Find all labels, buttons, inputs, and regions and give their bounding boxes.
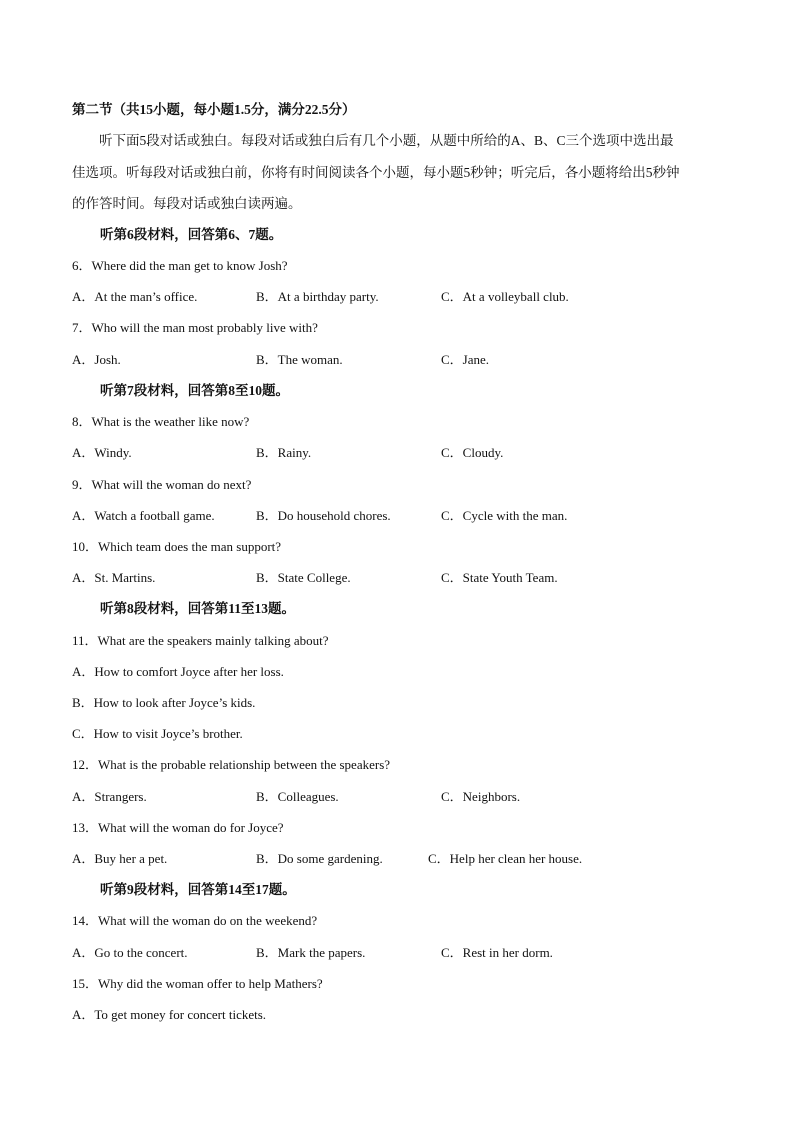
question-14-option-b: B．Mark the papers. bbox=[256, 945, 366, 960]
question-11-stem: 11．What are the speakers mainly talking about? bbox=[72, 633, 329, 648]
question-10-option-a: A．St. Martins. bbox=[72, 570, 156, 585]
question-7-option-b: B．The woman. bbox=[256, 352, 343, 367]
question-11-option-a: A．How to comfort Joyce after her loss. bbox=[72, 664, 284, 679]
group-heading-8: 听第8段材料，回答第11至13题。 bbox=[100, 601, 296, 616]
question-15-option-a: A．To get money for concert tickets. bbox=[72, 1007, 267, 1022]
question-9-option-b: B．Do household chores. bbox=[256, 508, 391, 523]
question-14-option-c: C．Rest in her dorm. bbox=[441, 945, 553, 960]
question-9-stem: 9．What will the woman do next? bbox=[72, 477, 252, 492]
intro-line-1: 听下面5段对话或独白。每段对话或独白后有几个小题，从题中所给的A、B、C三个选项中选出最 bbox=[72, 133, 674, 148]
question-13-option-c: C．Help her clean her house. bbox=[428, 851, 583, 866]
question-10-option-b: B．State College. bbox=[256, 570, 351, 585]
question-6-stem: 6．Where did the man get to know Josh? bbox=[72, 258, 288, 273]
question-12-option-c: C．Neighbors. bbox=[441, 789, 521, 804]
question-6-option-a: A．At the man’s office. bbox=[72, 289, 198, 304]
intro-line-3: 的作答时间。每段对话或独白读两遍。 bbox=[72, 196, 302, 211]
question-7-option-a: A．Josh. bbox=[72, 352, 121, 367]
question-7-stem: 7．Who will the man most probably live with? bbox=[72, 320, 318, 335]
section-header: 第二节（共15小题，每小题1.5分，满分22.5分） bbox=[72, 102, 356, 117]
question-8-option-a: A．Windy. bbox=[72, 445, 132, 460]
question-13-option-a: A．Buy her a pet. bbox=[72, 851, 168, 866]
question-6-option-b: B．At a birthday party. bbox=[256, 289, 379, 304]
question-10-stem: 10．Which team does the man support? bbox=[72, 539, 282, 554]
group-heading-9: 听第9段材料，回答第14至17题。 bbox=[100, 882, 296, 897]
question-11-option-c: C．How to visit Joyce’s brother. bbox=[72, 726, 243, 741]
question-14-stem: 14．What will the woman do on the weekend? bbox=[72, 913, 318, 928]
question-14-option-a: A．Go to the concert. bbox=[72, 945, 188, 960]
group-heading-7: 听第7段材料，回答第8至10题。 bbox=[100, 383, 289, 398]
question-11-option-b: B．How to look after Joyce’s kids. bbox=[72, 695, 256, 710]
question-9-option-c: C．Cycle with the man. bbox=[441, 508, 568, 523]
question-8-option-c: C．Cloudy. bbox=[441, 445, 504, 460]
question-9-option-a: A．Watch a football game. bbox=[72, 508, 215, 523]
question-13-option-b: B．Do some gardening. bbox=[256, 851, 383, 866]
question-13-stem: 13．What will the woman do for Joyce? bbox=[72, 820, 284, 835]
question-15-stem: 15．Why did the woman offer to help Mathers? bbox=[72, 976, 323, 991]
question-12-option-b: B．Colleagues. bbox=[256, 789, 339, 804]
question-12-stem: 12．What is the probable relationship between the speakers? bbox=[72, 757, 391, 772]
question-10-option-c: C．State Youth Team. bbox=[441, 570, 558, 585]
question-7-option-c: C．Jane. bbox=[441, 352, 490, 367]
question-6-option-c: C．At a volleyball club. bbox=[441, 289, 569, 304]
group-heading-6: 听第6段材料，回答第6、7题。 bbox=[100, 227, 283, 242]
question-8-stem: 8．What is the weather like now? bbox=[72, 414, 250, 429]
intro-line-2: 佳选项。听每段对话或独白前，你将有时间阅读各个小题，每小题5秒钟；听完后，各小题将给出5秒钟 bbox=[72, 165, 680, 180]
question-8-option-b: B．Rainy. bbox=[256, 445, 312, 460]
question-12-option-a: A．Strangers. bbox=[72, 789, 147, 804]
